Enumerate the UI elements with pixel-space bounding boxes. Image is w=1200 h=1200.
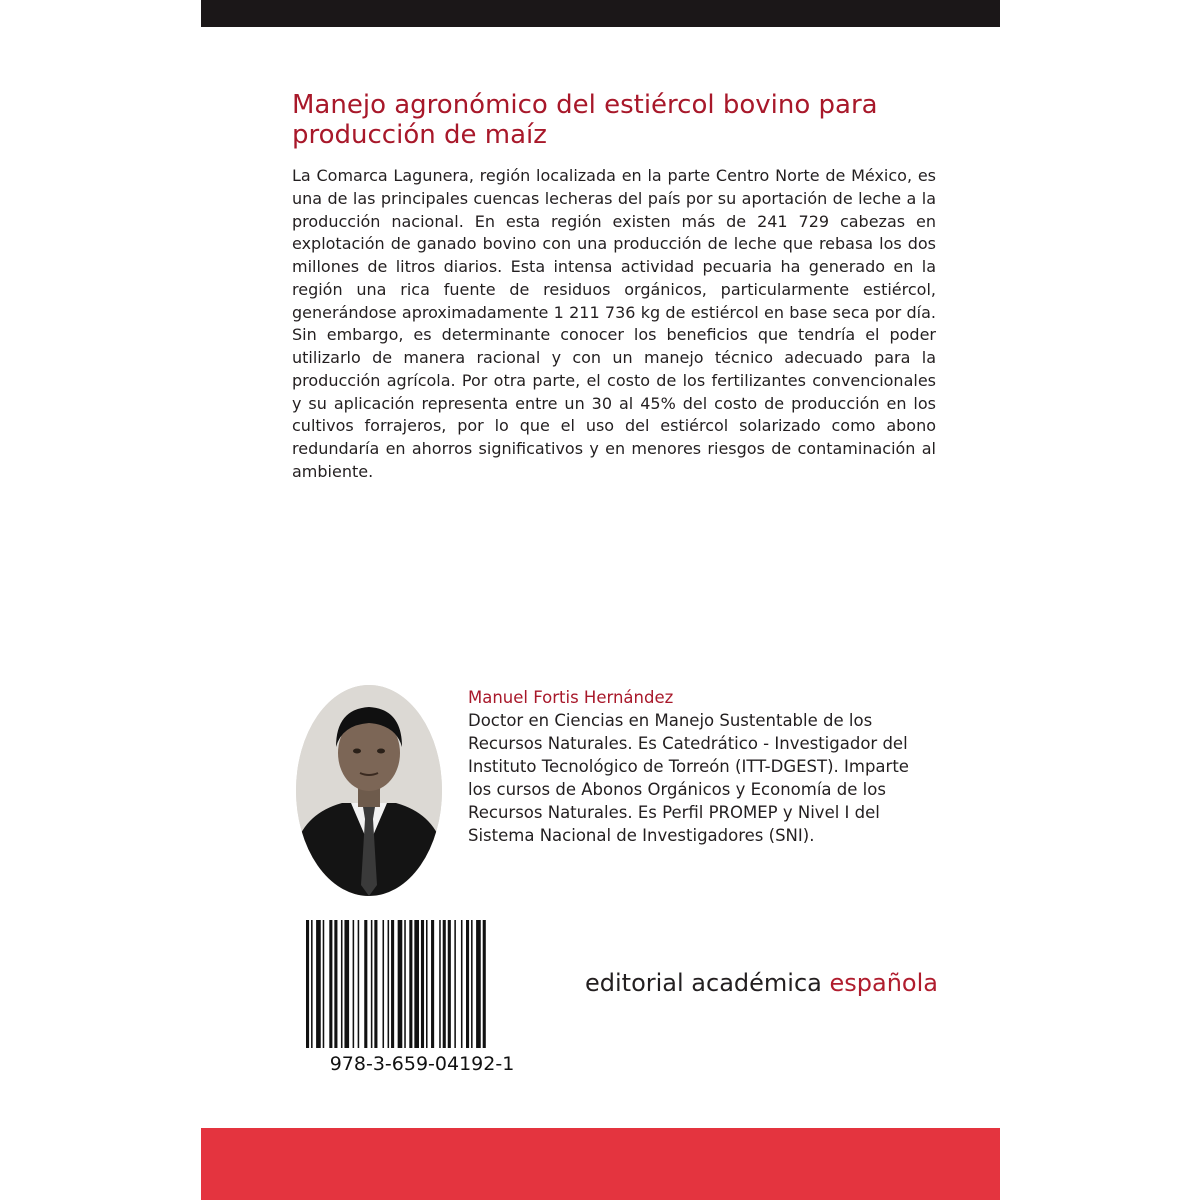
barcode-bar: [383, 920, 385, 1048]
barcode-bar: [388, 920, 390, 1048]
barcode-bar: [483, 920, 486, 1048]
top-band: [201, 0, 1000, 27]
barcode-bar: [476, 920, 481, 1048]
barcode-icon: [305, 920, 539, 1048]
barcode-bar: [426, 920, 428, 1048]
author-photo: [296, 685, 442, 896]
book-title: Manejo agronómico del estiércol bovino para producción de maíz: [292, 90, 878, 150]
publisher-name: editorial académica: [585, 969, 822, 997]
barcode-bar: [371, 920, 373, 1048]
barcode-bar: [443, 920, 446, 1048]
barcode-bar: [454, 920, 456, 1048]
barcode-bar: [466, 920, 469, 1048]
barcode-bar: [448, 920, 451, 1048]
barcode-bar: [414, 920, 419, 1048]
author-bio: Doctor en Ciencias en Manejo Sustentable de los Recursos Naturales. Es Catedrático - Investigador del Instituto Tecnológico de Torreón (ITT-DGEST). Imparte los cursos de Abonos Orgánicos y Economía de los Recursos Naturales. Es Perfil PROMEP y Nivel I del Sistema Nacional de Investigadores (SNI).: [468, 711, 909, 845]
barcode-bar: [334, 920, 337, 1048]
barcode-bar: [398, 920, 403, 1048]
barcode-bar: [391, 920, 394, 1048]
barcode-bar: [306, 920, 309, 1048]
barcode-bar: [461, 920, 463, 1048]
barcode-bar: [439, 920, 441, 1048]
barcode-bar: [471, 920, 473, 1048]
barcode-bar: [374, 920, 377, 1048]
publisher-logo: [585, 966, 938, 1000]
book-back-cover: [201, 0, 1000, 1200]
barcode-bar: [323, 920, 325, 1048]
author-portrait-icon: [296, 685, 442, 896]
barcode-bar: [431, 920, 434, 1048]
bottom-band: [201, 1128, 1000, 1200]
barcode-bar: [341, 920, 343, 1048]
barcode-bar: [344, 920, 349, 1048]
barcode-bar: [409, 920, 412, 1048]
author-name: Manuel Fortis Hernández: [468, 688, 674, 707]
barcode-bar: [353, 920, 355, 1048]
publisher-name-accent: española: [829, 969, 938, 997]
barcode-bar: [316, 920, 321, 1048]
barcode-bar: [329, 920, 332, 1048]
barcode-bar: [358, 920, 360, 1048]
barcode-bar: [404, 920, 406, 1048]
barcode-bar: [364, 920, 367, 1048]
barcode-bar: [421, 920, 424, 1048]
book-blurb: La Comarca Lagunera, región localizada en la parte Centro Norte de México, es una de las principales cuencas lecheras del país por su aportación de leche a la producción nacional. En esta región existen más de 241 729 cabezas en explotación de ganado bovino con una producción de leche que rebasa los dos millones de litros diarios. Esta intensa actividad pecuaria ha generado en la región una rica fuente de residuos orgánicos, particularmente estiércol, generándose aproximadamente 1 211 736 kg de estiércol en base seca por día. Sin embargo, es determinante conocer los beneficios que tendría el poder utilizarlo de manera racional y con un manejo técnico adecuado para la producción agrícola. Por otra parte, el costo de los fertilizantes convencionales y su aplicación representa entre un 30 al 45% del costo de producción en los cultivos forrajeros, por lo que el uso del estiércol solarizado como abono redundaría en ahorros significativos y en menores riesgos de contaminación al ambiente.: [292, 166, 936, 481]
isbn-number: 978-3-659-04192-1: [329, 1053, 515, 1075]
barcode-bar: [311, 920, 313, 1048]
